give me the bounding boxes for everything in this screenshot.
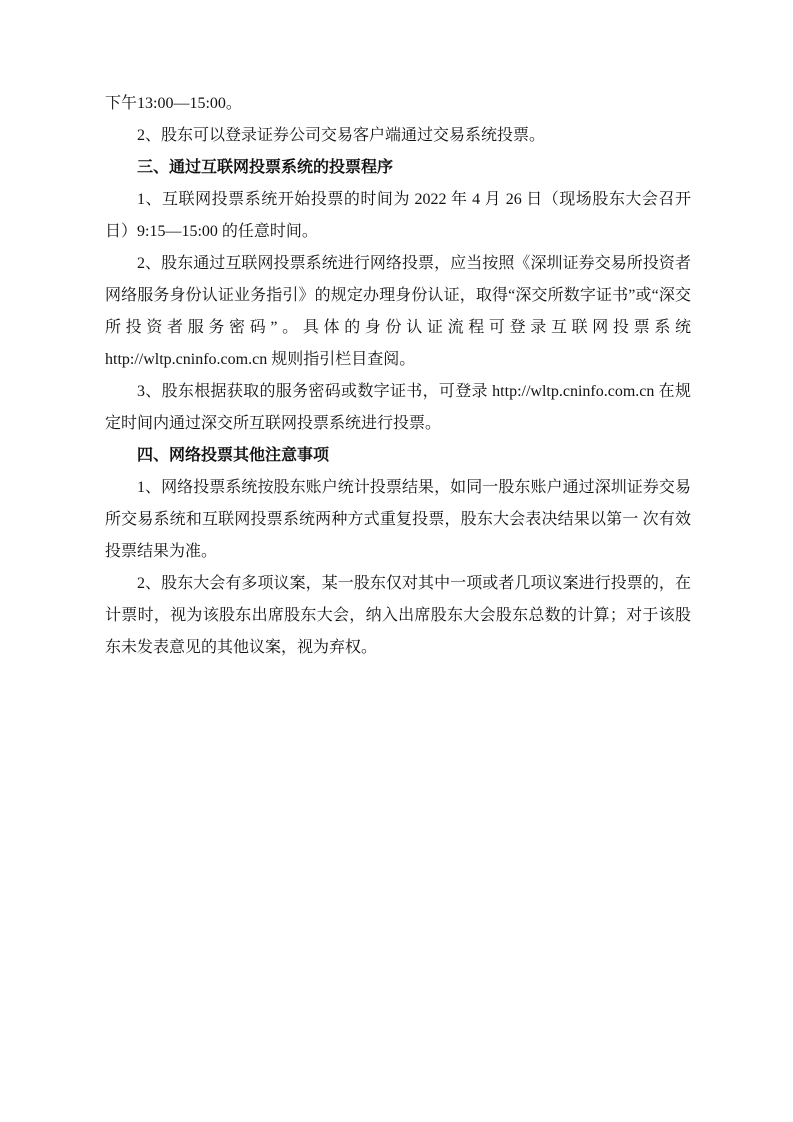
paragraph-duplicate-voting-rule: 1、网络投票系统按股东账户统计投票结果，如同一股东账户通过深圳证券交易所交易系统和互联网投票系统两种方式重复投票，股东大会表决结果以第一 次有效投票结果为准。 — [105, 479, 691, 560]
paragraph-internet-voting-start-time: 1、互联网投票系统开始投票的时间为 2022 年 4 月 26 日（现场股东大会召开日）9:15—15:00 的任意时间。 — [105, 191, 691, 240]
paragraph-trading-system-voting: 2、股东可以登录证券公司交易客户端通过交易系统投票。 — [137, 127, 546, 144]
paragraph-login-and-vote: 3、股东根据获取的服务密码或数字证书，可登录 http://wltp.cninfo.com.cn 在规定时间内通过深交所互联网投票系统进行投票。 — [105, 383, 691, 432]
section-heading-internet-voting-procedure: 三、通过互联网投票系统的投票程序 — [137, 159, 394, 176]
document-content — [105, 88, 691, 664]
paragraph-identity-authentication: 2、股东通过互联网投票系统进行网络投票，应当按照《深圳证券交易所投资者网络服务身份认证业务指引》的规定办理身份认证，取得“深交所数字证书”或“深交所投资者服务密码”。具体的身份认证流程可登录互联网投票系统 http://wltp.cninfo.com.cn 规则指引栏目查阅。 — [105, 255, 691, 368]
section-heading-other-voting-notes: 四、网络投票其他注意事项 — [137, 447, 330, 464]
paragraph-afternoon-time-range-continuation: 下午13:00—15:00。 — [105, 95, 242, 112]
paragraph-partial-voting-rule: 2、股东大会有多项议案，某一股东仅对其中一项或者几项议案进行投票的，在计票时，视为该股东出席股东大会，纳入出席股东大会股东总数的计算；对于该股东未发表意见的其他议案，视为弃权。 — [105, 575, 691, 656]
